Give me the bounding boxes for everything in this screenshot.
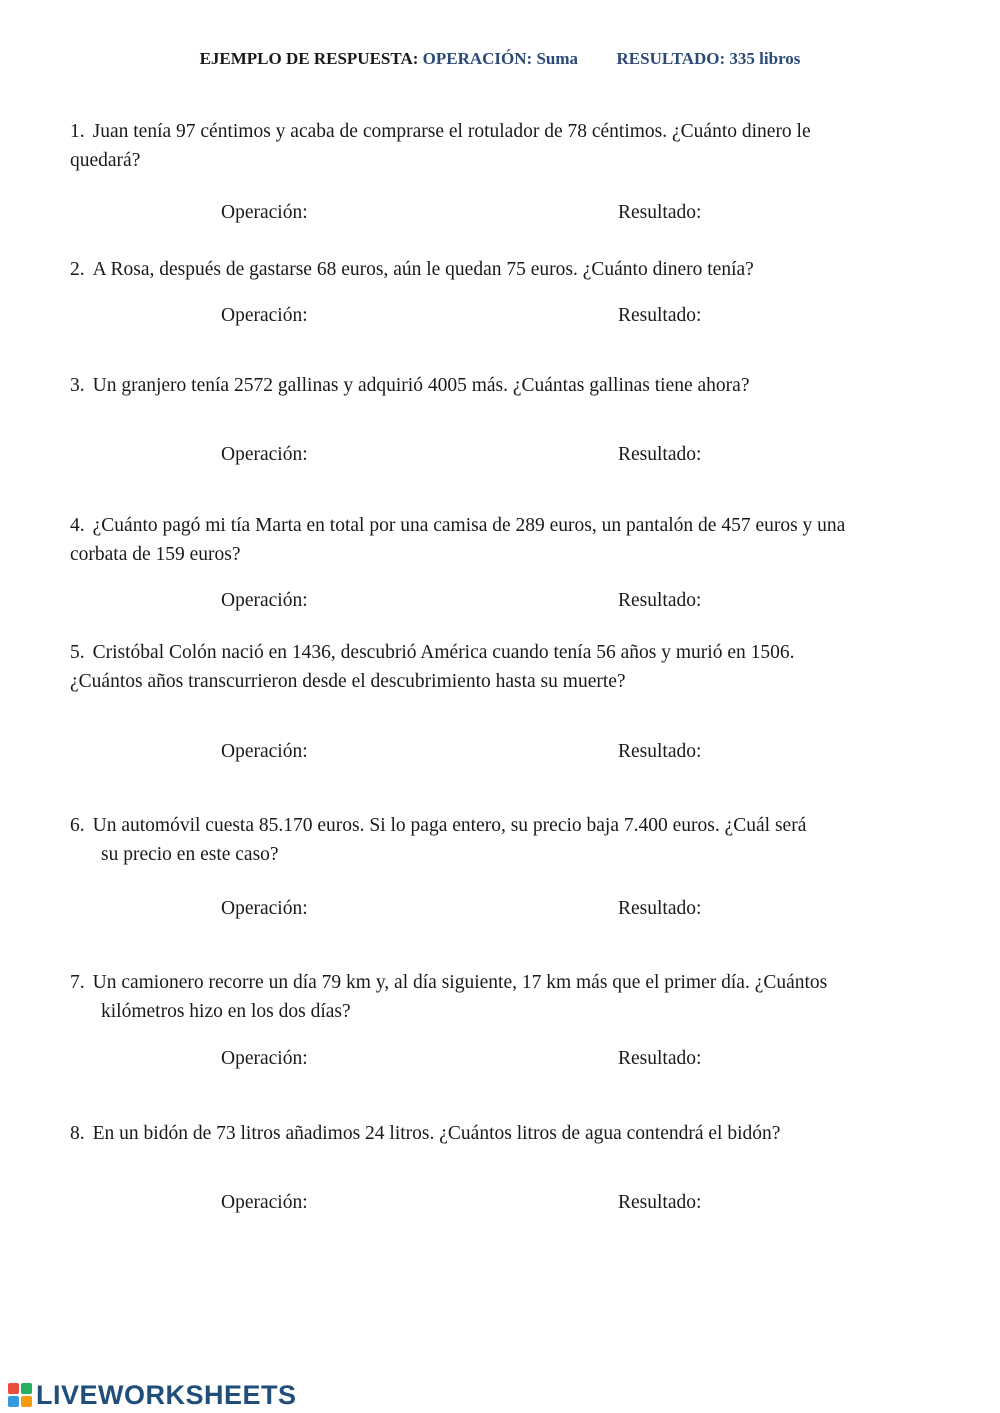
result-field-4[interactable]: Resultado: [618, 590, 702, 611]
operation-field-2[interactable]: Operación: [221, 305, 308, 326]
example-label: EJEMPLO DE RESPUESTA [199, 49, 413, 68]
brand-name: LIVEWORKSHEETS [36, 1379, 297, 1410]
result-field-5[interactable]: Resultado: [618, 741, 702, 762]
question-text: corbata de 159 euros? [70, 544, 241, 565]
question-2 [70, 255, 918, 284]
question-text: Juan tenía 97 céntimos y acaba de comprarse el rotulador de 78 céntimos. ¿Cuánto dinero le [92, 121, 811, 142]
result-field-8[interactable]: Resultado: [618, 1192, 702, 1213]
logo-tile [8, 1383, 19, 1394]
logo-tiles-icon [8, 1383, 32, 1407]
question-text: En un bidón de 73 litros añadimos 24 litros. ¿Cuántos litros de agua contendrá el bidón? [92, 1123, 781, 1144]
example-result: RESULTADO: 335 libros [616, 49, 801, 68]
question-text: quedará? [70, 150, 141, 171]
question-number: 4. [70, 515, 85, 536]
logo-tile [21, 1383, 32, 1394]
example-answer-header [0, 49, 1000, 69]
operation-field-7[interactable]: Operación: [221, 1048, 308, 1069]
question-text: ¿Cuántos años transcurrieron desde el descubrimiento hasta su muerte? [70, 671, 626, 692]
question-text: Cristóbal Colón nació en 1436, descubrió América cuando tenía 56 años y murió en 1506. [92, 642, 795, 663]
result-field-7[interactable]: Resultado: [618, 1048, 702, 1069]
question-text: Un automóvil cuesta 85.170 euros. Si lo paga entero, su precio baja 7.400 euros. ¿Cuál será [92, 815, 807, 836]
question-4-continuation [70, 540, 918, 569]
logo-tile [8, 1396, 19, 1407]
question-1 [70, 117, 918, 146]
question-5 [70, 638, 918, 667]
operation-field-1[interactable]: Operación: [221, 202, 308, 223]
question-text: kilómetros hizo en los dos días? [101, 1001, 351, 1022]
question-1-continuation [70, 146, 918, 175]
question-8 [70, 1119, 918, 1148]
question-text: A Rosa, después de gastarse 68 euros, aún le quedan 75 euros. ¿Cuánto dinero tenía? [92, 259, 754, 280]
question-number: 2. [70, 259, 85, 280]
logo-tile [21, 1396, 32, 1407]
question-6 [70, 811, 918, 840]
operation-field-4[interactable]: Operación: [221, 590, 308, 611]
question-3 [70, 371, 918, 400]
question-number: 1. [70, 121, 85, 142]
question-number: 3. [70, 375, 85, 396]
question-text: Un granjero tenía 2572 gallinas y adquirió 4005 más. ¿Cuántas gallinas tiene ahora? [92, 375, 750, 396]
liveworksheets-logo[interactable] [8, 1378, 297, 1412]
question-number: 7. [70, 972, 85, 993]
question-4 [70, 511, 918, 540]
question-number: 8. [70, 1123, 85, 1144]
result-field-6[interactable]: Resultado: [618, 898, 702, 919]
question-text: Un camionero recorre un día 79 km y, al día siguiente, 17 km más que el primer día. ¿Cuántos [92, 972, 828, 993]
question-text: ¿Cuánto pagó mi tía Marta en total por una camisa de 289 euros, un pantalón de 457 euros y una [92, 515, 846, 536]
example-colon: : [412, 49, 419, 68]
operation-field-8[interactable]: Operación: [221, 1192, 308, 1213]
question-7 [70, 968, 918, 997]
question-5-continuation [70, 667, 918, 696]
operation-field-5[interactable]: Operación: [221, 741, 308, 762]
question-number: 6. [70, 815, 85, 836]
operation-field-6[interactable]: Operación: [221, 898, 308, 919]
question-number: 5. [70, 642, 85, 663]
operation-field-3[interactable]: Operación: [221, 444, 308, 465]
result-field-3[interactable]: Resultado: [618, 444, 702, 465]
example-operation: OPERACIÓN: Suma [422, 49, 579, 68]
question-7-continuation [70, 997, 918, 1026]
question-text: su precio en este caso? [101, 844, 279, 865]
question-6-continuation [70, 840, 918, 869]
result-field-2[interactable]: Resultado: [618, 305, 702, 326]
result-field-1[interactable]: Resultado: [618, 202, 702, 223]
